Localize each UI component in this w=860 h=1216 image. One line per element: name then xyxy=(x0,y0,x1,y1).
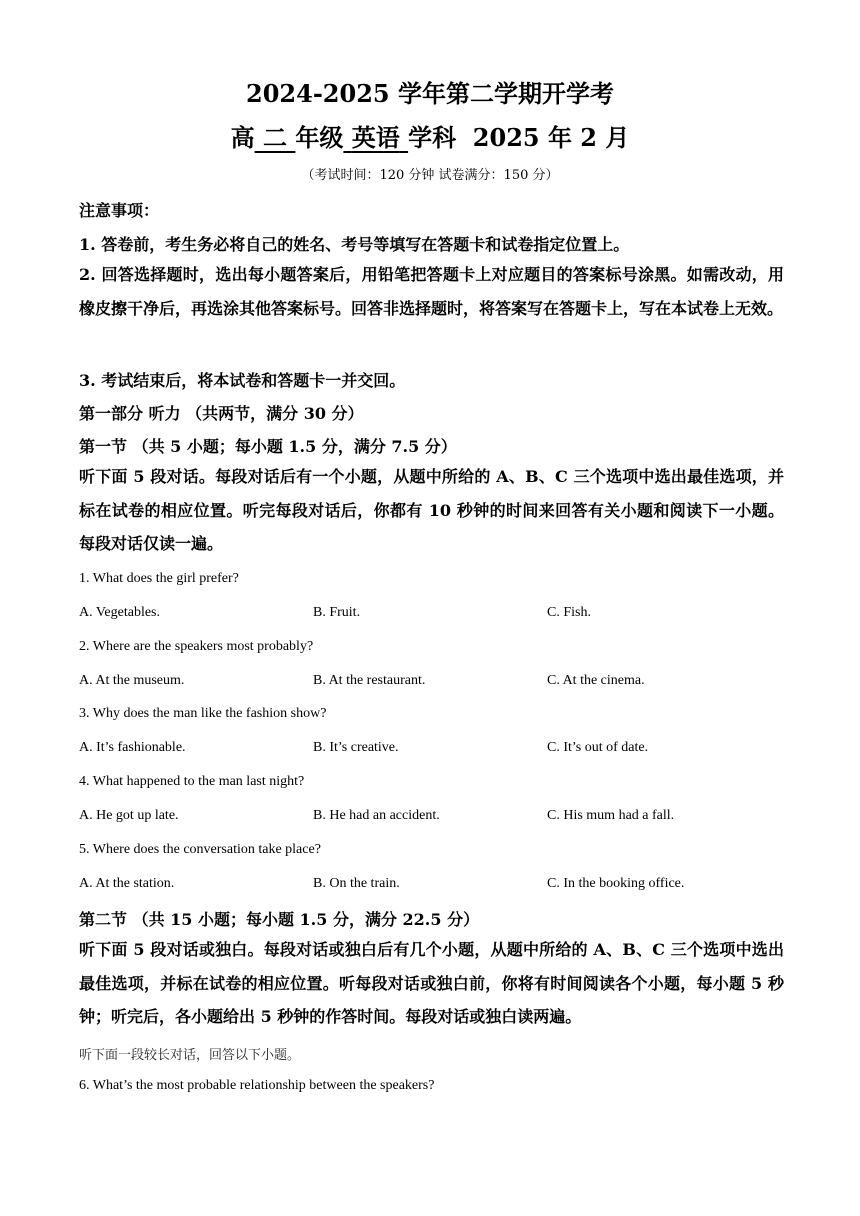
q2-option-a: A. At the museum. xyxy=(79,673,185,688)
q2-option-c: C. At the cinema. xyxy=(547,673,645,688)
q1-option-b: B. Fruit. xyxy=(313,605,361,620)
exam-title: 2024-2025 学年第二学期开学考 xyxy=(246,79,614,108)
notice-item-3: 3. 考试结束后，将本试卷和答题卡一并交回。 xyxy=(79,371,406,390)
section1-instructions: 听下面 5 段对话。每段对话后有一个小题，从题中所给的 A、B、C 三个选项中选出最佳选项，并标在试卷的相应位置。听完每段对话后，你都有 10 秒钟的时间来回答有关小题和阅读下一小题。每段对话仅读一遍。 xyxy=(79,467,784,553)
q4-option-a: A. He got up late. xyxy=(79,808,179,823)
q3-option-a: A. It’s fashionable. xyxy=(79,740,186,755)
q4-option-b: B. He had an accident. xyxy=(313,808,440,823)
subject-value: 英语 xyxy=(351,123,400,152)
q5-option-b: B. On the train. xyxy=(313,876,400,891)
exam-info: （考试时间：120 分钟 试卷满分：150 分） xyxy=(301,168,559,183)
grade-value: 二 xyxy=(263,123,287,152)
grade-subject-line xyxy=(0,118,860,153)
notice-item-1: 1. 答卷前，考生务必将自己的姓名、考号等填写在答题卡和试卷指定位置上。 xyxy=(79,235,630,254)
question-3: 3. Why does the man like the fashion show? xyxy=(79,706,327,721)
question-2: 2. Where are the speakers most probably? xyxy=(79,639,314,654)
notice-item-2: 2. 回答选择题时，选出每小题答案后，用铅笔把答题卡上对应题目的答案标号涂黑。如需改动，用橡皮擦干净后，再选涂其他答案标号。回答非选择题时，将答案写在答题卡上，写在本试卷上无效。 xyxy=(79,265,784,318)
question-6: 6. What’s the most probable relationship between the speakers? xyxy=(79,1078,435,1093)
q3-option-b: B. It’s creative. xyxy=(313,740,399,755)
exam-date: 2025 年 2 月 xyxy=(472,123,630,152)
section2-heading: 第二节 （共 15 小题；每小题 1.5 分，满分 22.5 分） xyxy=(79,910,480,929)
section1-heading: 第一节 （共 5 小题；每小题 1.5 分，满分 7.5 分） xyxy=(79,437,457,456)
question-5: 5. Where does the conversation take place? xyxy=(79,842,321,857)
question-4: 4. What happened to the man last night? xyxy=(79,774,305,789)
q2-option-b: B. At the restaurant. xyxy=(313,673,426,688)
subject-suffix: 学科 xyxy=(408,123,457,152)
dialogue-lead: 听下面一段较长对话，回答以下小题。 xyxy=(79,1048,301,1063)
grade-prefix: 高 xyxy=(230,123,255,152)
q3-option-c: C. It’s out of date. xyxy=(547,740,649,755)
q1-option-a: A. Vegetables. xyxy=(79,605,160,620)
q4-option-c: C. His mum had a fall. xyxy=(547,808,675,823)
q5-option-c: C. In the booking office. xyxy=(547,876,685,891)
q5-option-a: A. At the station. xyxy=(79,876,175,891)
notice-heading: 注意事项： xyxy=(79,201,160,220)
q1-option-c: C. Fish. xyxy=(547,605,591,620)
question-1: 1. What does the girl prefer? xyxy=(79,571,239,586)
grade-suffix: 年级 xyxy=(295,123,344,152)
part1-heading: 第一部分 听力 （共两节，满分 30 分） xyxy=(79,404,364,423)
section2-instructions: 听下面 5 段对话或独白。每段对话或独白后有几个小题，从题中所给的 A、B、C 三个选项中选出最佳选项，并标在试卷的相应位置。听每段对话或独白前，你将有时间阅读各个小题，每小题 5 秒钟；听完后，各小题给出 5 秒钟的作答时间。每段对话或独白读两遍。 xyxy=(79,940,784,1026)
